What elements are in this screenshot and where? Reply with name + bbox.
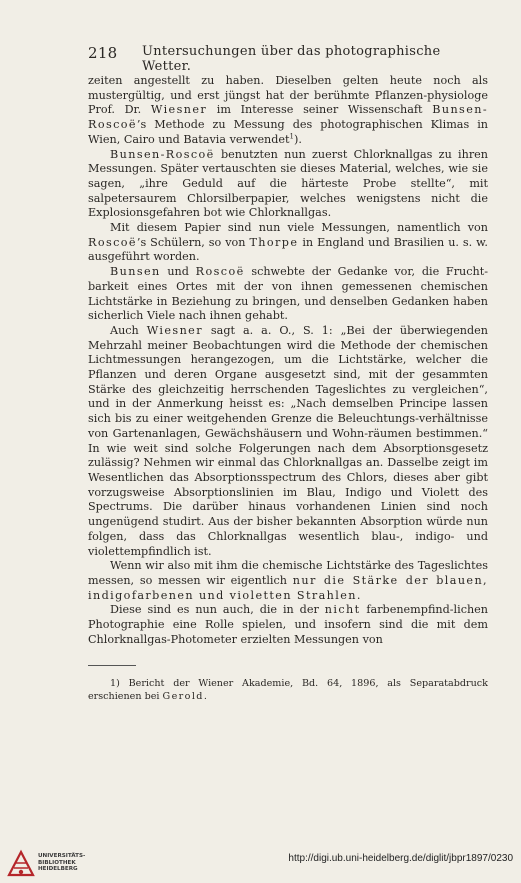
name-roscoe: Roscoë (195, 265, 245, 279)
paragraph-5: Auch Wiesner sagt a. a. O., S. 1: „Bei der überwiegenden Mehrzahl meiner Beobachtungen wird die Methode der chemischen Lichtmessungen herangezogen, um die Lichtstärke, welcher die Pflanzen und deren Organe ausgesetzt sind, mit der gesammten Stärke des gleichzeitig herrschenden Tageslichtes zu vergleichen“, und in der Anmerkung heisst es: „Nach demselben Principe lassen sich bis zu einer weitgehenden Grenze die Beleuchtungs-verhältnisse von Gartenanlagen, Gewächshäusern und Wohn-räumen bestimmen.“ In wie weit sind solche Folgerungen nach dem Absorptionsgesetz zulässig? Nehmen wir einmal das Chlorknallgas an. Dasselbe zeigt im Wesentlichen das Absorptionsspectrum des Chlors, dieses aber gibt vorzugsweise Absorptionslinien im Blau, Indigo und Violett des Spectrums. Die darüber hinaus vorhandenen Linien sind noch ungenügend studirt. Aus der bisher bekannten Absorption würde nun folgen, dass das Chlorknallgas wesentlich blau-, indigo- und violettempfindlich ist. (88, 323, 489, 558)
name-wiesner: Wiesner (150, 103, 208, 117)
university-library-logo-icon (6, 848, 36, 878)
paragraph-3: Mit diesem Papier sind nun viele Messungen, namentlich von Roscoë’s Schülern, so von Thorpe in England und Brasilien u. s. w. ausgeführt worden. (88, 221, 488, 264)
library-name: UNIVERSITÄTS- BIBLIOTHEK HEIDELBERG (38, 853, 86, 873)
name-bunsen-roscoe: Bunsen-Roscoë (88, 103, 488, 132)
page-footer (6, 848, 513, 878)
name-bunsen: Bunsen (110, 265, 161, 279)
paragraph-4: Bunsen und Roscoë schwebte der Gedanke vor, die Frucht-barkeit eines Ortes mit der von ihnen gemessenen chemischen Lichtstärke in Beziehung zu bringen, und denselben Gedanken haben sicherlich Viele nach ihnen gehabt. (88, 265, 488, 323)
footnote-ref: 1 (289, 132, 295, 141)
emphasis-blue-violet: nur die Stärke der blauen, indigofarbenen und violetten Strahlen (88, 573, 489, 602)
name-bunsen-roscoe: Bunsen-Roscoë (110, 147, 215, 161)
name-roscoe: Roscoë (88, 235, 137, 249)
running-header (88, 44, 481, 74)
name-wiesner: Wiesner (146, 323, 203, 337)
footnote-divider (88, 665, 136, 666)
paragraph-7: Diese sind es nun auch, die in der nicht farbenempfind-lichen Photographie eine Rolle spielen, und insofern sind die mit dem Chlorknallgas-Photometer erzielten Messungen von (88, 603, 489, 646)
paragraph-1: zeiten angestellt zu haben. Dieselben gelten heute noch als mustergültig, und erst jüngst hat der berühmte Pflanzen-physiologe Prof. Dr. Wiesner im Interesse seiner Wissenschaft Bunsen-Roscoë’s Methode zu Messung des photographischen Klimas in Wien, Cairo und Batavia verwendet$^1$). (88, 74, 488, 146)
footnote: 1) Bericht der Wiener Akademie, Bd. 64, 1896, als Separatabdruck erschienen bei Gerold. (88, 678, 488, 702)
page-number: 218 (88, 44, 118, 62)
paragraph-2: Bunsen-Roscoë benutzten nun zuerst Chlorknallgas zu ihren Messungen. Später vertauschten sie dieses Material, welches, wie sie sagen, „ihre Geduld auf die härteste Probe stellte“, mit salpetersaurem Chlorsilberpapier, welches wenigstens nicht die Explosionsgefahren bot wie Chlorknallgas. (88, 147, 488, 220)
digital-copy-url[interactable]: http://digi.ub.uni-heidelberg.de/diglit/jbpr1897/0230 (288, 853, 513, 864)
running-title: Untersuchungen über das photographische Wetter. (142, 44, 441, 74)
name-gerold: Gerold (162, 691, 204, 702)
body-text (88, 74, 488, 647)
paragraph-6: Wenn wir also mit ihm die chemische Lichtstärke des Tageslichtes messen, so messen wir eigentlich nur die Stärke der blauen, indigofarbenen und violetten Strahlen. (88, 559, 489, 602)
name-thorpe: Thorpe (249, 235, 299, 249)
emphasis-nicht: nicht (324, 603, 361, 617)
